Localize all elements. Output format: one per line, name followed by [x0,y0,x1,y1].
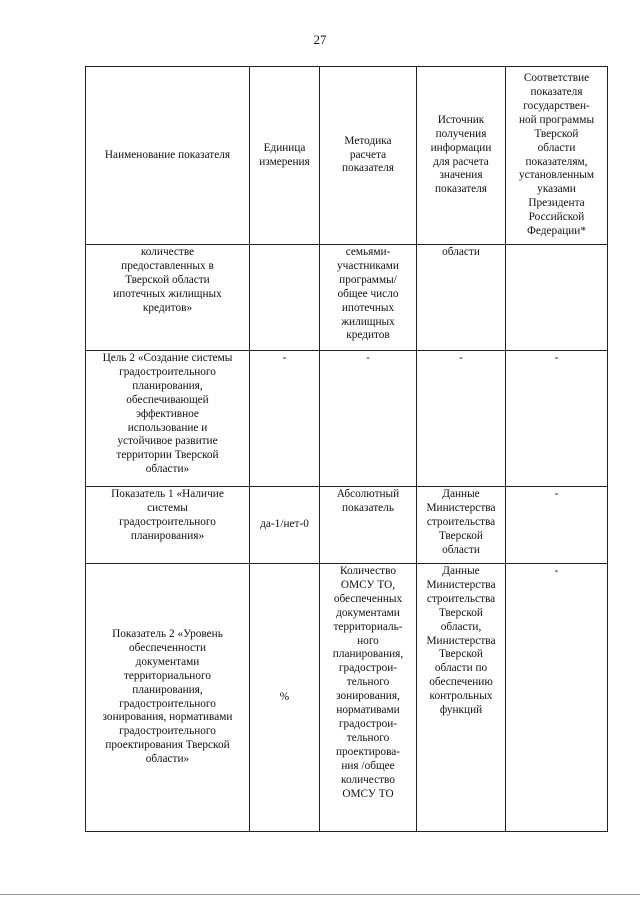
row-compliance: - [506,487,608,564]
header-indicator-name: Наименование показателя [86,67,250,245]
row-source: области [417,245,506,351]
header-source: Источник получения информации для расчета значения показателя [417,67,506,245]
row-source: Данные Министерства строительства Тверской области [417,487,506,564]
table-row [86,351,608,487]
header-unit: Единица измерения [250,67,320,245]
row-indicator-name: Показатель 1 «Наличие системы градостроительного планирования» [86,487,250,564]
row-method: - [320,351,417,487]
row-unit: % [250,564,320,832]
row-source: Данные Министерства строительства Тверской области, Министерства Тверской области по обеспечению контрольных функций [417,564,506,832]
header-method: Методика расчета показателя [320,67,417,245]
page-number: 27 [313,32,327,47]
row-indicator-name: количестве предоставленных в Тверской области ипотечных жилищных кредитов» [86,245,250,351]
row-unit [250,245,320,351]
row-source: - [417,351,506,487]
row-indicator-name: Показатель 2 «Уровень обеспеченности документами территориального планирования, градостроительного зонирования, нормативами градостроительного проектирования Тверской области» [86,564,250,832]
row-compliance: - [506,351,608,487]
row-indicator-name: Цель 2 «Создание системы градостроительного планирования, обеспечивающей эффективное использование и устойчивое развитие территории Тверской области» [86,351,250,487]
row-unit: - [250,351,320,487]
indicators-table [85,66,608,832]
row-compliance: - [506,564,608,832]
row-compliance [506,245,608,351]
table-row [86,564,608,832]
page-bottom-rule [0,894,640,895]
row-method: семьями- участниками программы/ общее число ипотечных жилищных кредитов [320,245,417,351]
header-compliance: Соответствие показателя государствен- ной программы Тверской области показателям, установленным указами Президента Российской Федерации* [506,67,608,245]
table-row [86,487,608,564]
row-method: Количество ОМСУ ТО, обеспеченных документами территориаль- ного планирования, градострои- тельного зонирования, нормативами градострои- тельного проектирова- ния /общее количество ОМСУ ТО [320,564,417,832]
row-method: Абсолютный показатель [320,487,417,564]
row-unit: да-1/нет-0 [250,487,320,564]
table-row [86,245,608,351]
table-header-row [86,67,608,245]
